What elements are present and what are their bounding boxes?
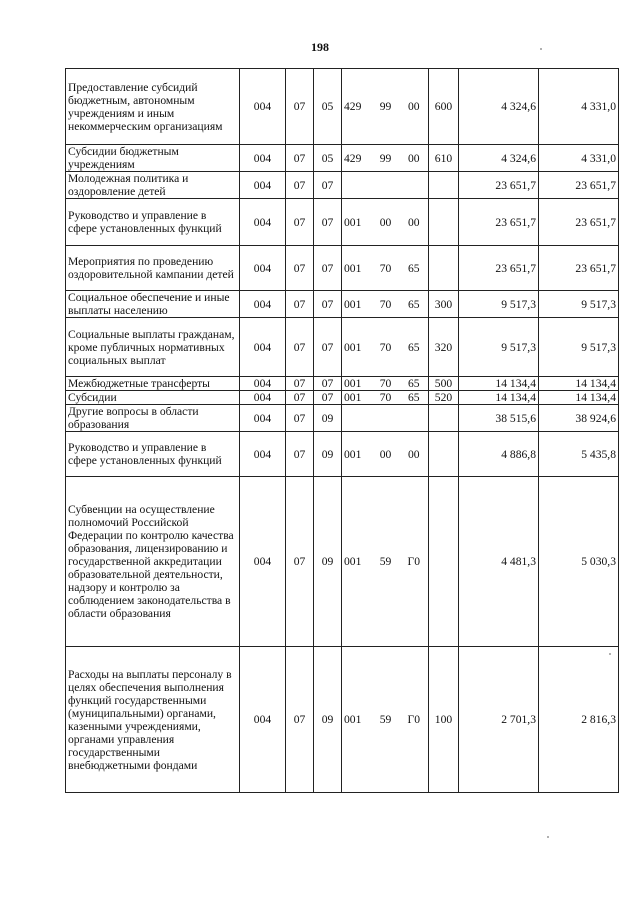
page-number: 198 xyxy=(311,40,329,54)
row-name: Субвенции на осуществление полномочий Российской Федерации по контролю качества образования, лицензированию и государственной аккредитации образовательной деятельности, надзору и контролю за соблюдением законодательства в области образования xyxy=(66,477,240,647)
target-code-part1: 001 xyxy=(342,432,372,477)
amount-year2: 5 435,8 xyxy=(539,432,619,477)
section-code: 07 xyxy=(286,318,314,377)
row-name: Предоставление субсидий бюджетным, автономным учреждениям и иным некоммерческим организациям xyxy=(66,69,240,145)
target-code-part1: 429 xyxy=(342,69,372,145)
table-row xyxy=(66,405,619,432)
target-code-part1 xyxy=(342,172,372,199)
subsection-code: 09 xyxy=(314,432,342,477)
row-name: Межбюджетные трансферты xyxy=(66,377,240,391)
amount-year1: 9 517,3 xyxy=(459,318,539,377)
ministry-code: 004 xyxy=(240,172,286,199)
row-name: Молодежная политика и оздоровление детей xyxy=(66,172,240,199)
subsection-code: 07 xyxy=(314,391,342,405)
subsection-code: 09 xyxy=(314,647,342,793)
amount-year1: 14 134,4 xyxy=(459,391,539,405)
row-name: Руководство и управление в сфере установленных функций xyxy=(66,432,240,477)
target-code-part3: 65 xyxy=(400,318,429,377)
target-code-part2: 59 xyxy=(372,647,400,793)
target-code-part2 xyxy=(372,172,400,199)
section-code: 07 xyxy=(286,172,314,199)
target-code-part2: 99 xyxy=(372,145,400,172)
row-name: Руководство и управление в сфере установленных функций xyxy=(66,199,240,246)
scan-speck xyxy=(540,48,542,50)
amount-year1: 4 481,3 xyxy=(459,477,539,647)
section-code: 07 xyxy=(286,377,314,391)
amount-year1: 38 515,6 xyxy=(459,405,539,432)
target-code-part2: 70 xyxy=(372,246,400,291)
target-code-part1: 001 xyxy=(342,199,372,246)
budget-table xyxy=(65,68,619,793)
ministry-code: 004 xyxy=(240,647,286,793)
scan-speck xyxy=(547,836,549,838)
target-code-part3: 00 xyxy=(400,145,429,172)
amount-year1: 23 651,7 xyxy=(459,172,539,199)
target-code-part3: 65 xyxy=(400,391,429,405)
table-row xyxy=(66,377,619,391)
amount-year2: 9 517,3 xyxy=(539,291,619,318)
section-code: 07 xyxy=(286,199,314,246)
expense-type-code: 520 xyxy=(429,391,459,405)
expense-type-code xyxy=(429,199,459,246)
expense-type-code xyxy=(429,172,459,199)
target-code-part2: 59 xyxy=(372,477,400,647)
ministry-code: 004 xyxy=(240,199,286,246)
subsection-code: 07 xyxy=(314,377,342,391)
subsection-code: 07 xyxy=(314,172,342,199)
amount-year2: 14 134,4 xyxy=(539,391,619,405)
row-name: Субсидии бюджетным учреждениям xyxy=(66,145,240,172)
target-code-part3: 00 xyxy=(400,69,429,145)
amount-year2: 4 331,0 xyxy=(539,69,619,145)
expense-type-code xyxy=(429,477,459,647)
target-code-part2: 70 xyxy=(372,291,400,318)
target-code-part2 xyxy=(372,405,400,432)
expense-type-code: 600 xyxy=(429,69,459,145)
ministry-code: 004 xyxy=(240,432,286,477)
subsection-code: 09 xyxy=(314,477,342,647)
row-name: Мероприятия по проведению оздоровительной кампании детей xyxy=(66,246,240,291)
target-code-part1: 429 xyxy=(342,145,372,172)
section-code: 07 xyxy=(286,432,314,477)
section-code: 07 xyxy=(286,405,314,432)
scan-speck xyxy=(609,653,611,655)
table-row xyxy=(66,246,619,291)
expense-type-code: 100 xyxy=(429,647,459,793)
target-code-part3: 65 xyxy=(400,246,429,291)
target-code-part2: 00 xyxy=(372,199,400,246)
target-code-part2: 70 xyxy=(372,391,400,405)
table-row xyxy=(66,391,619,405)
target-code-part1: 001 xyxy=(342,647,372,793)
ministry-code: 004 xyxy=(240,145,286,172)
target-code-part2: 70 xyxy=(372,318,400,377)
expense-type-code: 500 xyxy=(429,377,459,391)
target-code-part3 xyxy=(400,405,429,432)
amount-year1: 4 886,8 xyxy=(459,432,539,477)
target-code-part3: 65 xyxy=(400,291,429,318)
row-name: Расходы на выплаты персоналу в целях обеспечения выполнения функций государственными (муниципальными) органами, казенными учреждениями, органами управления государственными внебюджетными фондами xyxy=(66,647,240,793)
target-code-part3 xyxy=(400,172,429,199)
target-code-part1 xyxy=(342,405,372,432)
ministry-code: 004 xyxy=(240,377,286,391)
section-code: 07 xyxy=(286,145,314,172)
table-row xyxy=(66,291,619,318)
section-code: 07 xyxy=(286,246,314,291)
ministry-code: 004 xyxy=(240,405,286,432)
target-code-part1: 001 xyxy=(342,391,372,405)
amount-year2: 2 816,3 xyxy=(539,647,619,793)
amount-year2: 5 030,3 xyxy=(539,477,619,647)
ministry-code: 004 xyxy=(240,391,286,405)
subsection-code: 05 xyxy=(314,69,342,145)
expense-type-code xyxy=(429,432,459,477)
ministry-code: 004 xyxy=(240,246,286,291)
subsection-code: 07 xyxy=(314,199,342,246)
target-code-part3: Г0 xyxy=(400,647,429,793)
subsection-code: 07 xyxy=(314,318,342,377)
expense-type-code xyxy=(429,246,459,291)
ministry-code: 004 xyxy=(240,318,286,377)
amount-year1: 4 324,6 xyxy=(459,69,539,145)
table-row xyxy=(66,69,619,145)
target-code-part2: 00 xyxy=(372,432,400,477)
amount-year2: 23 651,7 xyxy=(539,246,619,291)
expense-type-code: 300 xyxy=(429,291,459,318)
amount-year2: 23 651,7 xyxy=(539,199,619,246)
table-row xyxy=(66,477,619,647)
row-name: Субсидии xyxy=(66,391,240,405)
target-code-part3: 00 xyxy=(400,432,429,477)
table-row xyxy=(66,432,619,477)
target-code-part3: 00 xyxy=(400,199,429,246)
target-code-part3: Г0 xyxy=(400,477,429,647)
expense-type-code: 610 xyxy=(429,145,459,172)
amount-year1: 4 324,6 xyxy=(459,145,539,172)
section-code: 07 xyxy=(286,647,314,793)
amount-year2: 9 517,3 xyxy=(539,318,619,377)
row-name: Социальные выплаты гражданам, кроме публичных нормативных социальных выплат xyxy=(66,318,240,377)
target-code-part2: 70 xyxy=(372,377,400,391)
subsection-code: 09 xyxy=(314,405,342,432)
row-name: Другие вопросы в области образования xyxy=(66,405,240,432)
target-code-part1: 001 xyxy=(342,477,372,647)
section-code: 07 xyxy=(286,391,314,405)
amount-year1: 14 134,4 xyxy=(459,377,539,391)
target-code-part3: 65 xyxy=(400,377,429,391)
ministry-code: 004 xyxy=(240,69,286,145)
expense-type-code xyxy=(429,405,459,432)
ministry-code: 004 xyxy=(240,477,286,647)
table-row xyxy=(66,145,619,172)
section-code: 07 xyxy=(286,477,314,647)
amount-year2: 14 134,4 xyxy=(539,377,619,391)
table-row xyxy=(66,318,619,377)
subsection-code: 07 xyxy=(314,291,342,318)
ministry-code: 004 xyxy=(240,291,286,318)
table-row xyxy=(66,172,619,199)
amount-year2: 4 331,0 xyxy=(539,145,619,172)
amount-year1: 23 651,7 xyxy=(459,199,539,246)
subsection-code: 05 xyxy=(314,145,342,172)
subsection-code: 07 xyxy=(314,246,342,291)
section-code: 07 xyxy=(286,69,314,145)
amount-year2: 23 651,7 xyxy=(539,172,619,199)
section-code: 07 xyxy=(286,291,314,318)
table-row xyxy=(66,199,619,246)
target-code-part1: 001 xyxy=(342,246,372,291)
expense-type-code: 320 xyxy=(429,318,459,377)
budget-table-body xyxy=(66,69,619,793)
target-code-part1: 001 xyxy=(342,318,372,377)
amount-year1: 2 701,3 xyxy=(459,647,539,793)
amount-year2: 38 924,6 xyxy=(539,405,619,432)
row-name: Социальное обеспечение и иные выплаты населению xyxy=(66,291,240,318)
target-code-part1: 001 xyxy=(342,291,372,318)
amount-year1: 9 517,3 xyxy=(459,291,539,318)
table-row xyxy=(66,647,619,793)
target-code-part1: 001 xyxy=(342,377,372,391)
amount-year1: 23 651,7 xyxy=(459,246,539,291)
target-code-part2: 99 xyxy=(372,69,400,145)
